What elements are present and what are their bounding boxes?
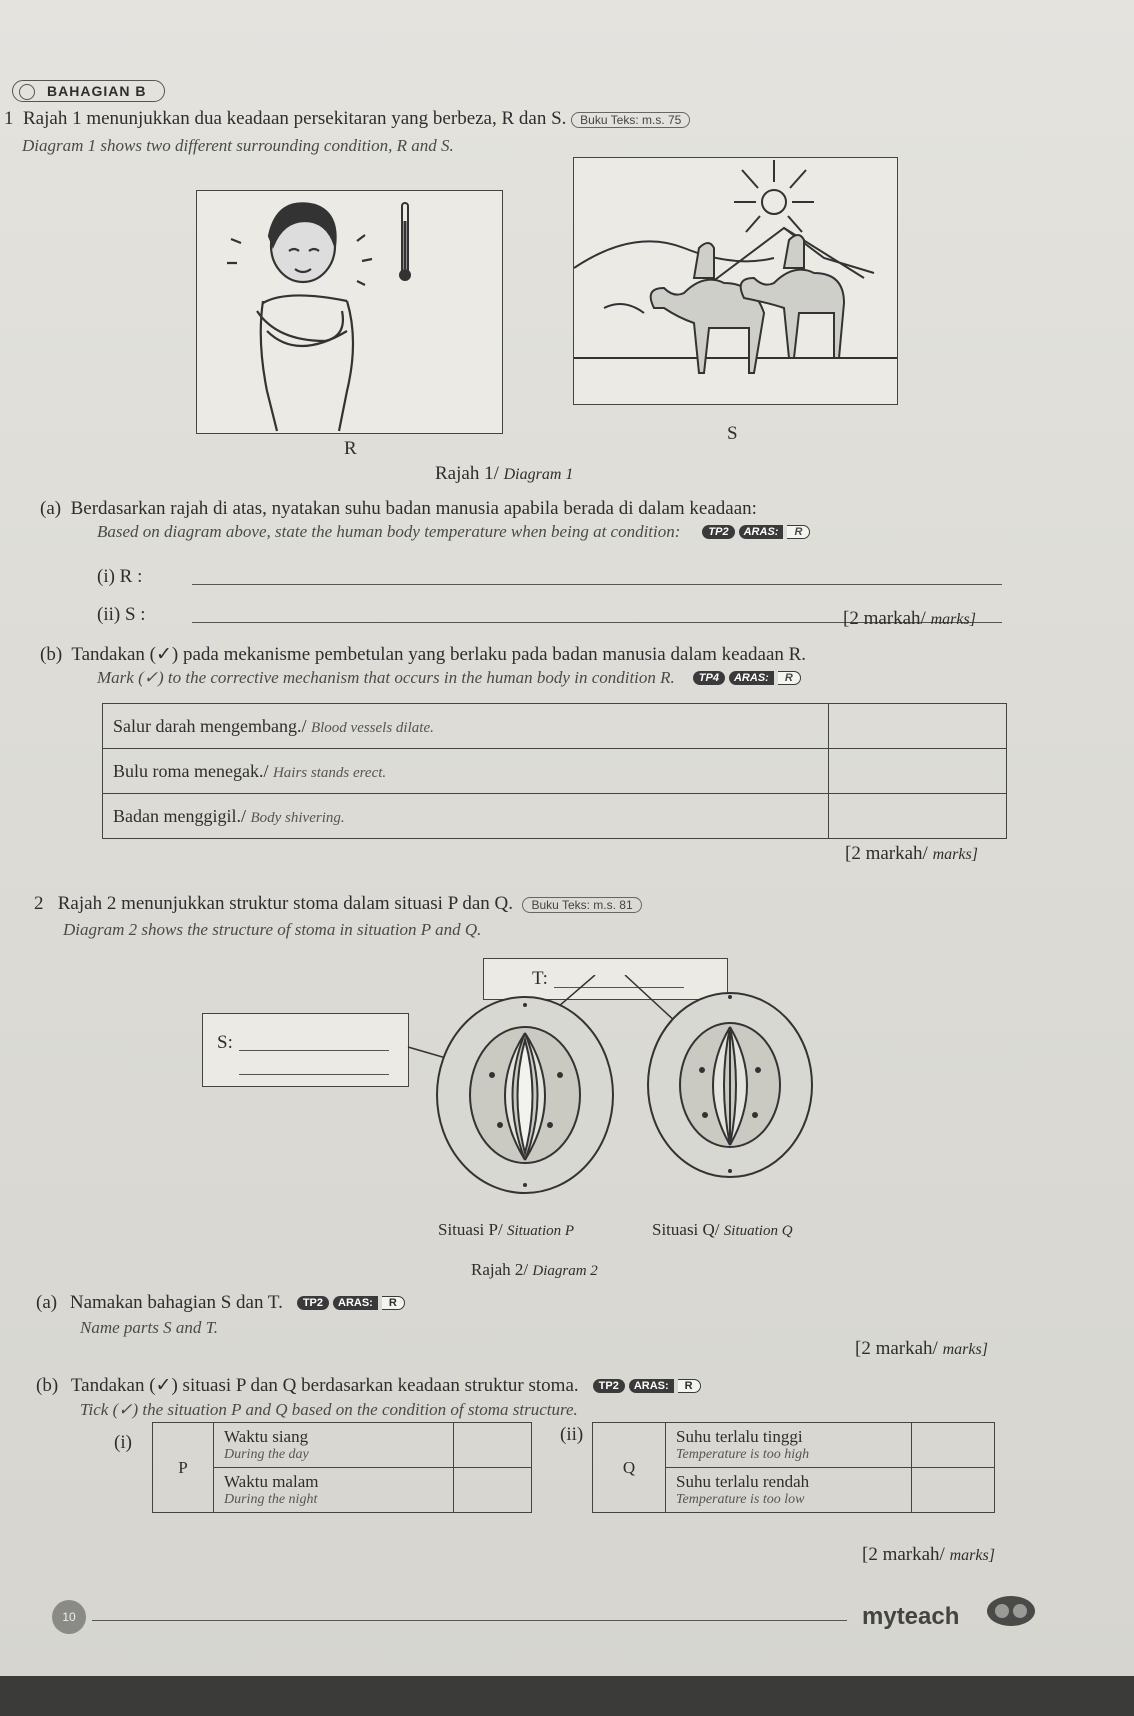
sun-icon xyxy=(734,160,814,232)
q1a-marks-ms: [2 markah/ xyxy=(843,608,926,629)
q1b-row-1-en: Blood vessels dilate. xyxy=(310,719,434,736)
section-title: BAHAGIAN B xyxy=(47,83,147,99)
table-row xyxy=(103,749,1007,794)
q1b-row-3-ms: Badan menggigil./ xyxy=(113,805,246,826)
page-number: 10 xyxy=(52,1600,86,1634)
diagram-s-label: S xyxy=(727,423,738,444)
q2b-table-i-label: (i) xyxy=(114,1432,132,1453)
q2-title xyxy=(34,893,834,915)
situation-p-label xyxy=(438,1220,574,1240)
q1b-row-2-tick-cell[interactable] xyxy=(829,749,1007,794)
q1b-text-en-row xyxy=(97,668,897,688)
q2a-aras-badge: ARAS: xyxy=(333,1296,378,1310)
q1a-label: (a) xyxy=(40,498,62,519)
q1a-i-label: (i) R : xyxy=(97,566,143,587)
diagram-r-drawing xyxy=(197,191,502,433)
q1b-question-en: Mark (✓) to the corrective mechanism that occurs in the human body in condition R. xyxy=(97,668,675,687)
q2-title-ms: Rajah 2 menunjukkan struktur stoma dalam situasi P dan Q. xyxy=(57,893,513,914)
q2b-ii-row-1-tick-cell[interactable] xyxy=(912,1423,995,1468)
q1a-text-ms xyxy=(40,498,757,520)
section-header xyxy=(12,80,165,102)
brand-name: myteach xyxy=(862,1603,960,1630)
stoma-p-open xyxy=(437,997,613,1193)
footer-rule xyxy=(92,1620,847,1621)
q1b-mechanism-table xyxy=(102,703,1007,839)
thermometer-icon xyxy=(400,203,410,280)
background-surface xyxy=(0,1676,1134,1716)
stoma-q-closed xyxy=(648,993,812,1177)
q2b-ii-row-1-ms: Suhu terlalu tinggi xyxy=(676,1427,803,1446)
q2b-table-i xyxy=(152,1422,532,1513)
diagram-2-caption xyxy=(471,1260,598,1280)
q2b-ii-row-1-text xyxy=(666,1423,912,1468)
q1a-text-en-row xyxy=(97,522,897,542)
situation-p-en: Situation P xyxy=(506,1223,575,1239)
q1b-tp-badge: TP4 xyxy=(693,671,725,685)
diagram-2-caption-en: Diagram 2 xyxy=(532,1263,598,1279)
diagram-1-caption xyxy=(435,463,573,485)
q1a-question-ms: Berdasarkan rajah di atas, nyatakan suhu badan manusia apabila berada di dalam keadaan: xyxy=(70,498,757,519)
q2b-question-en: Tick (✓) the situation P and Q based on the condition of stoma structure. xyxy=(80,1400,578,1419)
q2b-i-row-2-en: During the night xyxy=(224,1492,318,1507)
q1a-marks xyxy=(843,608,976,630)
q1-number: 1 xyxy=(4,108,14,129)
q2b-ii-row-2-text xyxy=(666,1468,912,1513)
q2a-aras-level: R xyxy=(382,1296,405,1310)
q2b-table-i-letter: P xyxy=(153,1423,214,1513)
table-row xyxy=(103,794,1007,839)
q2-title-en: Diagram 2 shows the structure of stoma in situation P and Q. xyxy=(63,920,482,939)
q2b-table-ii-letter: Q xyxy=(593,1423,666,1513)
q2b-table-ii xyxy=(592,1422,995,1513)
stoma-diagram xyxy=(400,975,820,1205)
q2b-text-ms-row xyxy=(36,1374,701,1397)
diagram-1-caption-en: Diagram 1 xyxy=(503,466,574,483)
q1a-marks-en: marks] xyxy=(930,611,976,628)
q2b-i-row-2-ms: Waktu malam xyxy=(224,1472,319,1491)
diagram-r-label: R xyxy=(344,438,357,459)
q1b-aras-level: R xyxy=(778,671,801,685)
q1a-aras-badge: ARAS: xyxy=(739,525,784,539)
q1a-aras-level: R xyxy=(787,525,810,539)
diagram-2-caption-ms: Rajah 2/ xyxy=(471,1260,529,1279)
q1-title-ms: Rajah 1 menunjukkan dua keadaan persekitaran yang berbeza, R dan S. xyxy=(23,108,567,129)
q1b-marks-ms: [2 markah/ xyxy=(845,843,928,864)
label-s-text: S: xyxy=(217,1032,233,1053)
q1a-i-answer-line[interactable] xyxy=(192,550,1002,585)
diagram-s-frame xyxy=(573,157,898,405)
label-s-answer-line-2[interactable] xyxy=(239,1074,389,1075)
q2b-marks-en: marks] xyxy=(949,1547,995,1564)
situation-q-ms: Situasi Q/ xyxy=(652,1220,720,1239)
table-row xyxy=(103,704,1007,749)
diagram-r-frame xyxy=(196,190,503,434)
brand-logo-icon xyxy=(985,1594,1037,1628)
q2a-label: (a) xyxy=(36,1292,58,1313)
diagram-s-drawing xyxy=(574,158,897,404)
q1b-aras-badge: ARAS: xyxy=(729,671,774,685)
q1b-row-1-text xyxy=(103,704,829,749)
q2b-ii-row-2-en: Temperature is too low xyxy=(676,1492,805,1507)
table-row xyxy=(153,1423,532,1468)
q2a-text-ms-row xyxy=(36,1292,405,1314)
q1b-row-2-text xyxy=(103,749,829,794)
q2b-marks-ms: [2 markah/ xyxy=(862,1544,945,1565)
q2b-i-row-1-tick-cell[interactable] xyxy=(454,1423,532,1468)
q2b-marks xyxy=(862,1544,995,1566)
q1a-question-en: Based on diagram above, state the human body temperature when being at condition: xyxy=(97,522,681,541)
diagram-1-caption-ms: Rajah 1/ xyxy=(435,463,499,484)
q2a-tp-badge: TP2 xyxy=(297,1296,329,1310)
q2b-question-ms: Tandakan (✓) situasi P dan Q berdasarkan keadaan struktur stoma. xyxy=(70,1375,579,1396)
q1b-text-ms xyxy=(40,643,806,666)
q1b-marks xyxy=(845,843,978,865)
q2a-marks-en: marks] xyxy=(942,1341,988,1358)
q2b-aras-level: R xyxy=(678,1379,701,1393)
q2b-i-row-1-en: During the day xyxy=(224,1447,309,1462)
q1b-question-ms: Tandakan (✓) pada mekanisme pembetulan yang berlaku pada badan manusia dalam keadaan R. xyxy=(71,644,807,665)
q2b-i-row-1-text xyxy=(214,1423,454,1468)
q2b-aras-badge: ARAS: xyxy=(629,1379,674,1393)
q2b-label: (b) xyxy=(36,1374,59,1396)
label-s-answer-line-1[interactable] xyxy=(239,1050,389,1051)
q1b-row-1-tick-cell[interactable] xyxy=(829,704,1007,749)
q2b-ii-row-2-tick-cell[interactable] xyxy=(912,1468,995,1513)
q2b-table-ii-label: (ii) xyxy=(560,1424,584,1445)
q1-textbook-ref: Buku Teks: m.s. 75 xyxy=(571,112,690,128)
q2a-question-en: Name parts S and T. xyxy=(80,1318,219,1337)
q1b-marks-en: marks] xyxy=(932,846,978,863)
label-t-text: T: xyxy=(532,968,548,989)
q2a-marks-ms: [2 markah/ xyxy=(855,1338,938,1359)
q2a-question-ms: Namakan bahagian S dan T. xyxy=(69,1292,283,1313)
q2b-tp-badge: TP2 xyxy=(593,1379,625,1393)
q2b-ii-row-2-ms: Suhu terlalu rendah xyxy=(676,1472,810,1491)
q1a-ii-label: (ii) S : xyxy=(97,604,146,625)
q1b-label: (b) xyxy=(40,644,63,665)
q1-title-en: Diagram 1 shows two different surrounding condition, R and S. xyxy=(22,136,454,155)
table-row xyxy=(593,1423,995,1468)
q1b-row-3-text xyxy=(103,794,829,839)
label-s-box xyxy=(202,1013,409,1087)
q2-textbook-ref: Buku Teks: m.s. 81 xyxy=(522,897,641,913)
q2b-ii-row-1-en: Temperature is too high xyxy=(676,1447,810,1462)
situation-p-ms: Situasi P/ xyxy=(438,1220,503,1239)
q2-number: 2 xyxy=(34,893,44,914)
q2b-i-row-2-tick-cell[interactable] xyxy=(454,1468,532,1513)
q1b-row-2-ms: Bulu roma menegak./ xyxy=(113,760,269,781)
q1b-row-3-en: Body shivering. xyxy=(250,809,345,826)
situation-q-en: Situation Q xyxy=(723,1223,793,1239)
q1b-row-2-en: Hairs stands erect. xyxy=(272,764,387,781)
q1b-row-3-tick-cell[interactable] xyxy=(829,794,1007,839)
situation-q-label xyxy=(652,1220,793,1240)
q2a-marks xyxy=(855,1338,988,1360)
section-circle-icon xyxy=(19,84,35,100)
q1-title xyxy=(4,108,804,130)
q1b-row-1-ms: Salur darah mengembang./ xyxy=(113,715,307,736)
q2b-i-row-2-text xyxy=(214,1468,454,1513)
q2b-i-row-1-ms: Waktu siang xyxy=(224,1427,309,1446)
q1a-tp-badge: TP2 xyxy=(702,525,734,539)
cold-boy-figure xyxy=(227,203,372,431)
